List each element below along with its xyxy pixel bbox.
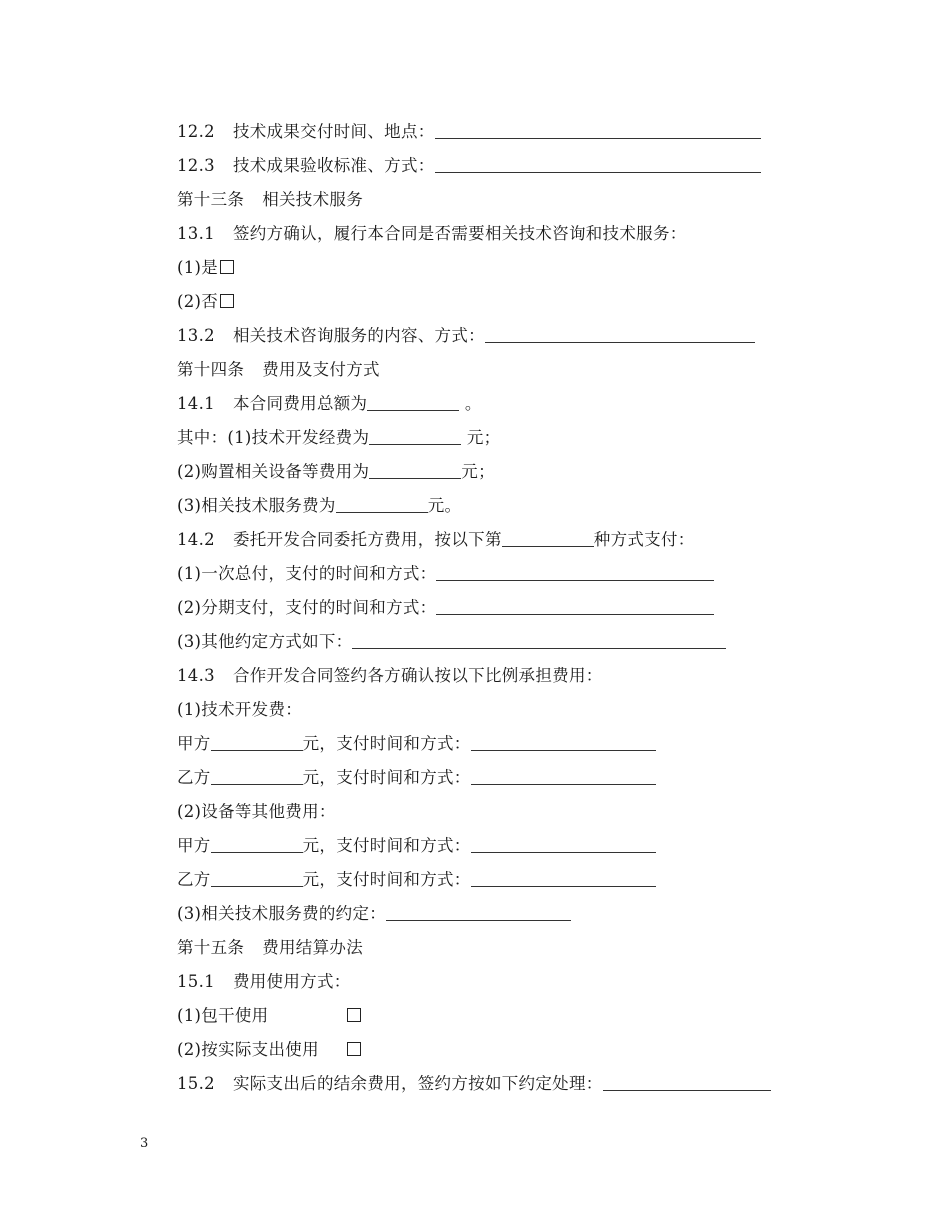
article-heading: 第十四条 [177,360,245,379]
line-text: 技术成果验收标准、方式： [232,156,435,175]
fill-in-blank[interactable] [435,118,761,139]
fill-in-blank[interactable] [369,424,461,445]
line-text: (1)是 [177,258,219,277]
line-text: (1)包干使用 [177,1006,269,1025]
document-line [177,183,857,217]
fill-in-blank[interactable] [502,526,594,547]
document-line [177,795,857,829]
article-heading: 第十五条 [177,938,245,957]
document-line [177,523,857,557]
fill-in-blank[interactable] [336,492,428,513]
checkbox[interactable] [220,260,234,274]
line-text: 本合同费用总额为 [232,394,368,413]
line-text: 相关技术咨询服务的内容、方式： [232,326,485,345]
line-text: (2)购置相关设备等费用为 [177,462,370,481]
document-line [177,897,857,931]
line-text-after: 元； [461,428,501,447]
clause-number: 13.1 [177,224,215,243]
line-text: 甲方 [177,836,211,855]
fill-in-blank[interactable] [369,458,461,479]
document-line [177,999,857,1033]
article-heading: 第十三条 [177,190,245,209]
fill-in-blank[interactable] [603,1070,771,1091]
fill-in-blank[interactable] [367,390,459,411]
checkbox[interactable] [347,1042,361,1056]
clause-number: 14.2 [177,530,215,549]
document-line [177,761,857,795]
line-text-after: 元，支付时间和方式： [302,768,471,787]
document-line [177,421,857,455]
article-title: 相关技术服务 [262,190,364,209]
document-line [177,829,857,863]
line-text: 签约方确认，履行本合同是否需要相关技术咨询和技术服务： [232,224,687,243]
document-line [177,1033,857,1067]
fill-in-blank[interactable] [436,560,714,581]
fill-in-blank[interactable] [211,866,303,887]
fill-in-blank[interactable] [471,832,656,853]
document-line [177,965,857,999]
document-line [177,251,857,285]
line-text: (2)否 [177,292,219,311]
line-text: 合作开发合同签约各方确认按以下比例承担费用： [232,666,603,685]
line-text: (3)其他约定方式如下： [177,632,353,651]
document-line [177,931,857,965]
document-line [177,387,857,421]
clause-number: 15.2 [177,1074,215,1093]
document-line [177,455,857,489]
document-line [177,727,857,761]
document-line [177,217,857,251]
line-text: (1)一次总付，支付的时间和方式： [177,564,437,583]
line-text-after: 元； [461,462,495,481]
line-text: 其中：(1)技术开发经费为 [177,428,370,447]
document-line [177,693,857,727]
clause-number: 15.1 [177,972,215,991]
fill-in-blank[interactable] [435,152,761,173]
document-line [177,1067,857,1101]
document-line [177,625,857,659]
line-text-after: 元，支付时间和方式： [302,734,471,753]
clause-number: 12.3 [177,156,215,175]
document-line [177,115,857,149]
line-text: 甲方 [177,734,211,753]
document-line [177,319,857,353]
line-text-after: 种方式支付： [593,530,695,549]
document-body [177,115,857,1101]
line-text: 委托开发合同委托方费用，按以下第 [232,530,502,549]
document-line [177,353,857,387]
document-line [177,285,857,319]
line-text: 乙方 [177,768,211,787]
article-title: 费用及支付方式 [262,360,380,379]
fill-in-blank[interactable] [211,730,303,751]
clause-number: 14.1 [177,394,215,413]
document-line [177,489,857,523]
article-title: 费用结算办法 [262,938,364,957]
document-line [177,149,857,183]
line-text: (1)技术开发费： [177,700,303,719]
line-text-after: 元。 [427,496,462,515]
fill-in-blank[interactable] [211,832,303,853]
fill-in-blank[interactable] [436,594,714,615]
line-text-after: 。 [459,394,482,413]
line-text-after: 元，支付时间和方式： [302,836,471,855]
fill-in-blank[interactable] [211,764,303,785]
line-text: (3)相关技术服务费为 [177,496,336,515]
fill-in-blank[interactable] [352,628,726,649]
document-line [177,591,857,625]
line-text: 费用使用方式： [232,972,351,991]
document-line [177,557,857,591]
fill-in-blank[interactable] [485,322,755,343]
line-text: (2)按实际支出使用 [177,1040,319,1059]
clause-number: 14.3 [177,666,215,685]
line-text: 实际支出后的结余费用，签约方按如下约定处理： [232,1074,603,1093]
page-number: 3 [140,1136,149,1151]
clause-number: 13.2 [177,326,215,345]
line-text: 乙方 [177,870,211,889]
fill-in-blank[interactable] [471,730,656,751]
checkbox[interactable] [220,294,234,308]
line-text-after: 元，支付时间和方式： [302,870,471,889]
document-line [177,659,857,693]
document-line [177,863,857,897]
line-text: (2)设备等其他费用： [177,802,336,821]
line-text: 技术成果交付时间、地点： [232,122,435,141]
line-text: (3)相关技术服务费的约定： [177,904,387,923]
line-text: (2)分期支付，支付的时间和方式： [177,598,437,617]
clause-number: 12.2 [177,122,215,141]
fill-in-blank[interactable] [471,866,656,887]
fill-in-blank[interactable] [386,900,571,921]
fill-in-blank[interactable] [471,764,656,785]
checkbox[interactable] [347,1008,361,1022]
